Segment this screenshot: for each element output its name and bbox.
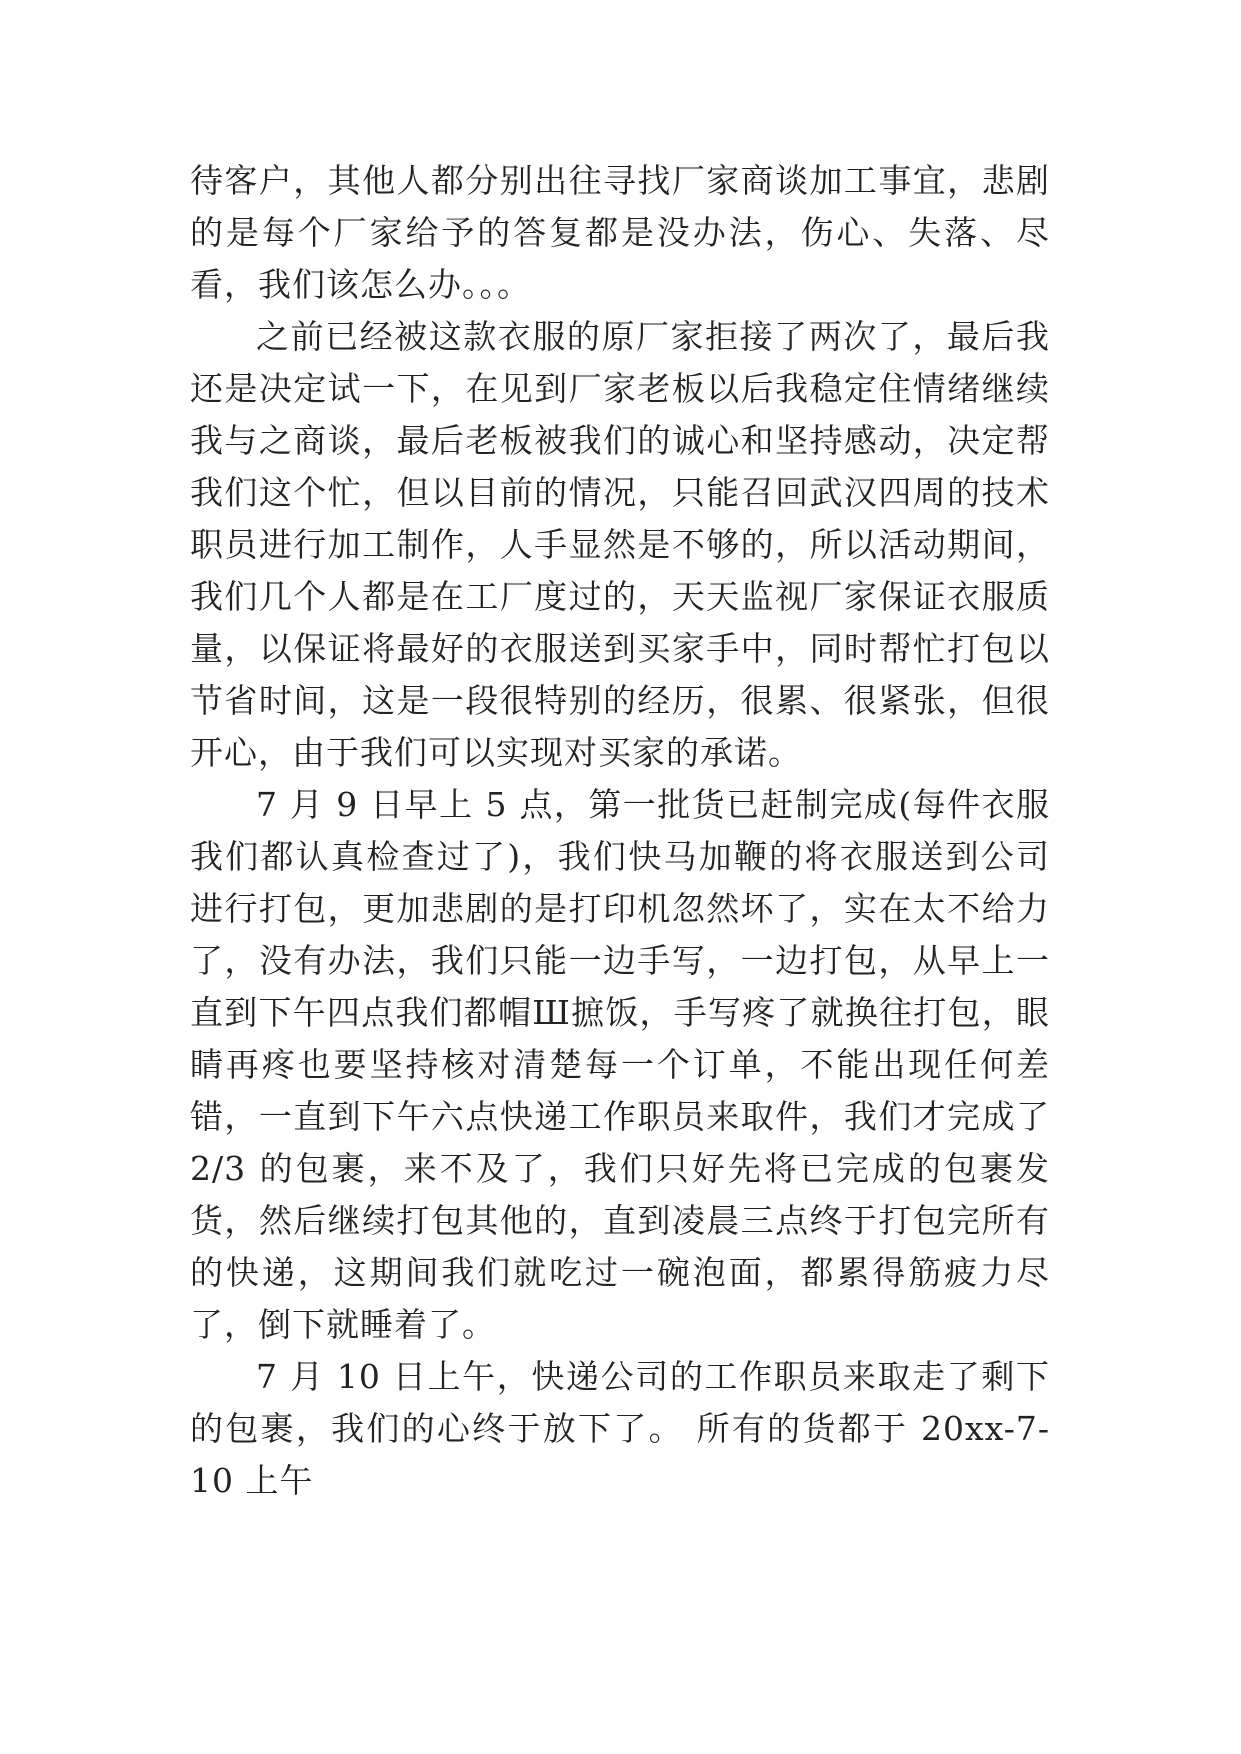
paragraph-4: 7 月 10 日上午，快递公司的工作职员来取走了剩下的包裹，我们的心终于放下了。 所有的货都于 20xx-7-10 上午 — [190, 1357, 1050, 1500]
body-text — [190, 155, 1050, 1507]
paragraph-3: 7 月 9 日早上 5 点，第一批货已赶制完成(每件衣服我们都认真检查过了)，我们快马加鞭的将衣服送到公司进行打包，更加悲剧的是打印机忽然坏了，实在太不给力了，没有办法，我们只能一边手写，一边打包，从早上一直到下午四点我们都帽Ш摭饭，手写疼了就换往打包，眼睛再疼也要坚持核对清楚每一个订单，不能出现任何差错，一直到下午六点快递工作职员来取件，我们才完成了 2/3 的包裹，来不及了，我们只好先将已完成的包裹发货，然后继续打包其他的，直到凌晨三点终于打包完所有的快递，这期间我们就吃过一碗泡面，都累得筋疲力尽了，倒下就睡着了。 — [190, 785, 1050, 1344]
paragraph-1: 待客户，其他人都分别出往寻找厂家商谈加工事宜，悲剧的是每个厂家给予的答复都是没办法，伤心、失落、尽看，我们该怎么办。。。 — [190, 161, 1050, 304]
paragraph-2: 之前已经被这款衣服的原厂家拒接了两次了，最后我还是决定试一下，在见到厂家老板以后我稳定住情绪继续我与之商谈，最后老板被我们的诚心和坚持感动，决定帮我们这个忙，但以目前的情况，只能召回武汉四周的技术职员进行加工制作，人手显然是不够的，所以活动期间，我们几个人都是在工厂度过的，天天监视厂家保证衣服质量，以保证将最好的衣服送到买家手中，同时帮忙打包以节省时间，这是一段很特别的经历，很累、很紧张，但很开心，由于我们可以实现对买家的承诺。 — [190, 317, 1050, 772]
